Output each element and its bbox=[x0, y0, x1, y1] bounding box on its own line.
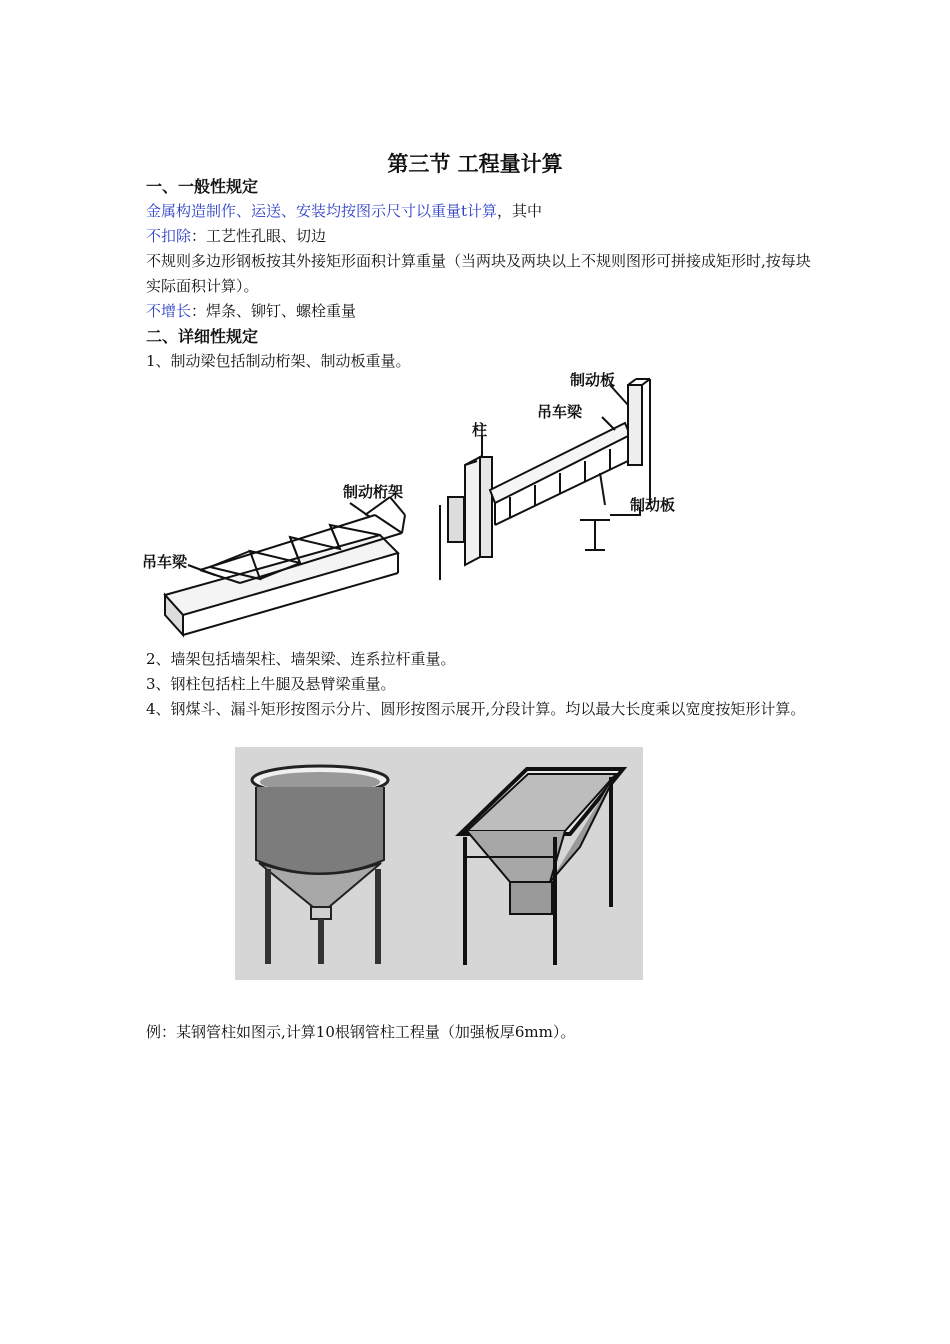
rule-irregular-plate: 不规则多边形钢板按其外接矩形面积计算重量（当两块及两块以上不规则图形可拼接成矩形时,按每块实际面积计算）。 bbox=[146, 252, 811, 295]
rule-no-deduct-highlight: 不扣除 bbox=[146, 227, 192, 245]
hopper-figure bbox=[235, 747, 643, 980]
detail-item-4: 4、钢煤斗、漏斗矩形按图示分片、圆形按图示展开,分段计算。均以最大长度乘以宽度按矩形计算。 bbox=[146, 700, 806, 718]
label-crane-beam-right: 吊车梁 bbox=[537, 403, 583, 421]
label-crane-beam-left: 吊车梁 bbox=[142, 553, 188, 571]
rule-no-increase-line bbox=[146, 299, 811, 324]
detail-item-2: 2、墙架包括墙架柱、墙架梁、连系拉杆重量。 bbox=[146, 650, 456, 668]
rule-weight-highlight: 金属构造制作、运送、安装均按图示尺寸以重量t计算 bbox=[146, 202, 498, 220]
section1-heading: 一、一般性规定 bbox=[146, 177, 259, 196]
label-braking-truss: 制动桁架 bbox=[343, 483, 404, 501]
rule-weight-line bbox=[146, 199, 811, 224]
page-title: 第三节 工程量计算 bbox=[387, 152, 563, 176]
rule-no-deduct-line bbox=[146, 224, 811, 249]
label-braking-plate-right: 制动板 bbox=[630, 496, 676, 514]
label-column: 柱 bbox=[472, 421, 488, 439]
braking-truss-drawing bbox=[165, 497, 405, 635]
detail-item-3: 3、钢柱包括柱上牛腿及悬臂梁重量。 bbox=[146, 675, 396, 693]
detail-item-1: 1、制动梁包括制动桁架、制动板重量。 bbox=[146, 352, 411, 370]
example-text: 例：某钢管柱如图示,计算10根钢管柱工程量（加强板厚6mm）。 bbox=[146, 1023, 576, 1041]
rule-no-increase-highlight: 不增长 bbox=[146, 302, 192, 320]
rule-no-increase-rest: ：焊条、铆钉、螺栓重量 bbox=[191, 302, 357, 320]
section2-heading: 二、详细性规定 bbox=[146, 327, 259, 346]
rule-no-deduct-rest: ：工艺性孔眼、切边 bbox=[191, 227, 327, 245]
crane-beam-figure bbox=[140, 365, 685, 645]
rule-weight-rest: ，其中 bbox=[497, 202, 543, 220]
label-braking-plate-top: 制动板 bbox=[570, 371, 616, 389]
